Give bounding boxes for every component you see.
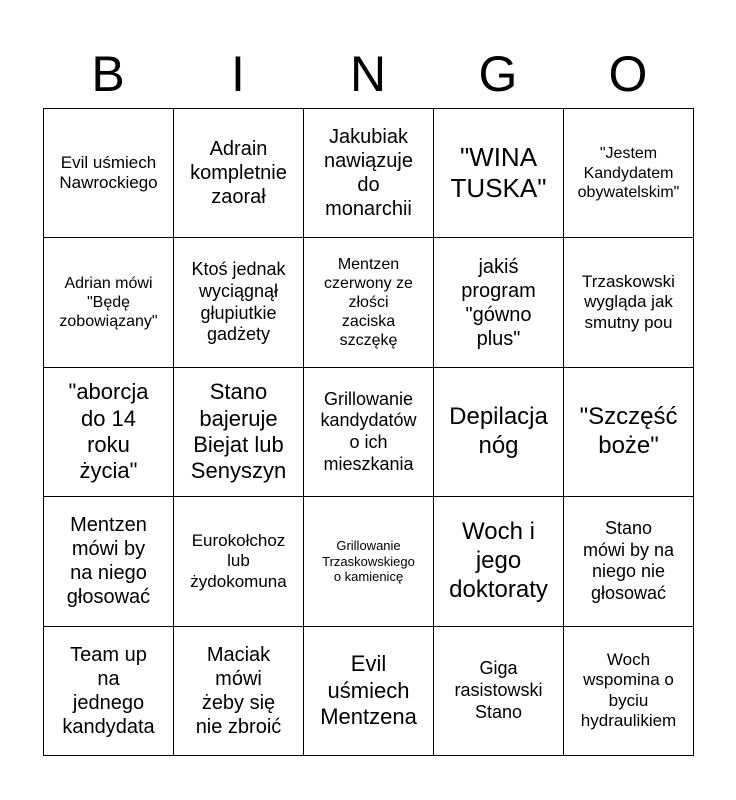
bingo-cell[interactable]: Stano mówi by na niego nie głosować <box>564 497 694 626</box>
bingo-header <box>43 40 693 108</box>
bingo-cell[interactable]: Grillowanie Trzaskowskiego o kamienicę <box>304 497 434 626</box>
header-letter-i: I <box>231 46 245 102</box>
grid-row-3 <box>44 367 694 496</box>
bingo-cell[interactable]: Woch i jego doktoraty <box>434 497 564 626</box>
bingo-cell[interactable]: Depilacja nóg <box>434 367 564 496</box>
bingo-cell[interactable]: Eurokołchoz lub żydokomuna <box>174 497 304 626</box>
bingo-cell[interactable]: Jakubiak nawiązuje do monarchii <box>304 109 434 238</box>
bingo-cell[interactable]: Adrian mówi "Będę zobowiązany" <box>44 238 174 367</box>
bingo-cell[interactable]: Ktoś jednak wyciągnął głupiutkie gadżety <box>174 238 304 367</box>
bingo-cell[interactable]: Maciak mówi żeby się nie zbroić <box>174 626 304 755</box>
bingo-cell[interactable]: Grillowanie kandydatów o ich mieszkania <box>304 367 434 496</box>
bingo-cell[interactable]: "WINA TUSKA" <box>434 109 564 238</box>
bingo-cell[interactable]: Team up na jednego kandydata <box>44 626 174 755</box>
grid-row-2 <box>44 238 694 367</box>
bingo-cell[interactable]: "Jestem Kandydatem obywatelskim" <box>564 109 694 238</box>
bingo-cell[interactable]: Woch wspomina o byciu hydraulikiem <box>564 626 694 755</box>
bingo-cell[interactable]: Evil uśmiech Mentzena <box>304 626 434 755</box>
bingo-cell[interactable]: Mentzen mówi by na niego głosować <box>44 497 174 626</box>
grid-row-1 <box>44 109 694 238</box>
grid-row-5 <box>44 626 694 755</box>
bingo-cell[interactable]: Evil uśmiech Nawrockiego <box>44 109 174 238</box>
grid-row-4 <box>44 497 694 626</box>
bingo-cell[interactable]: jakiś program "gówno plus" <box>434 238 564 367</box>
bingo-cell[interactable]: Stano bajeruje Biejat lub Senyszyn <box>174 367 304 496</box>
bingo-cell[interactable]: Adrain kompletnie zaorał <box>174 109 304 238</box>
bingo-grid <box>43 108 694 756</box>
header-letter-g: G <box>478 46 518 102</box>
bingo-cell[interactable]: Mentzen czerwony ze złości zaciska szczękę <box>304 238 434 367</box>
bingo-cell[interactable]: Giga rasistowski Stano <box>434 626 564 755</box>
header-letter-o: O <box>608 46 648 102</box>
header-letter-b: B <box>91 46 125 102</box>
bingo-cell[interactable]: "Szczęść boże" <box>564 367 694 496</box>
bingo-cell[interactable]: Trzaskowski wygląda jak smutny pou <box>564 238 694 367</box>
header-letter-n: N <box>349 46 387 102</box>
bingo-cell[interactable]: "aborcja do 14 roku życia" <box>44 367 174 496</box>
